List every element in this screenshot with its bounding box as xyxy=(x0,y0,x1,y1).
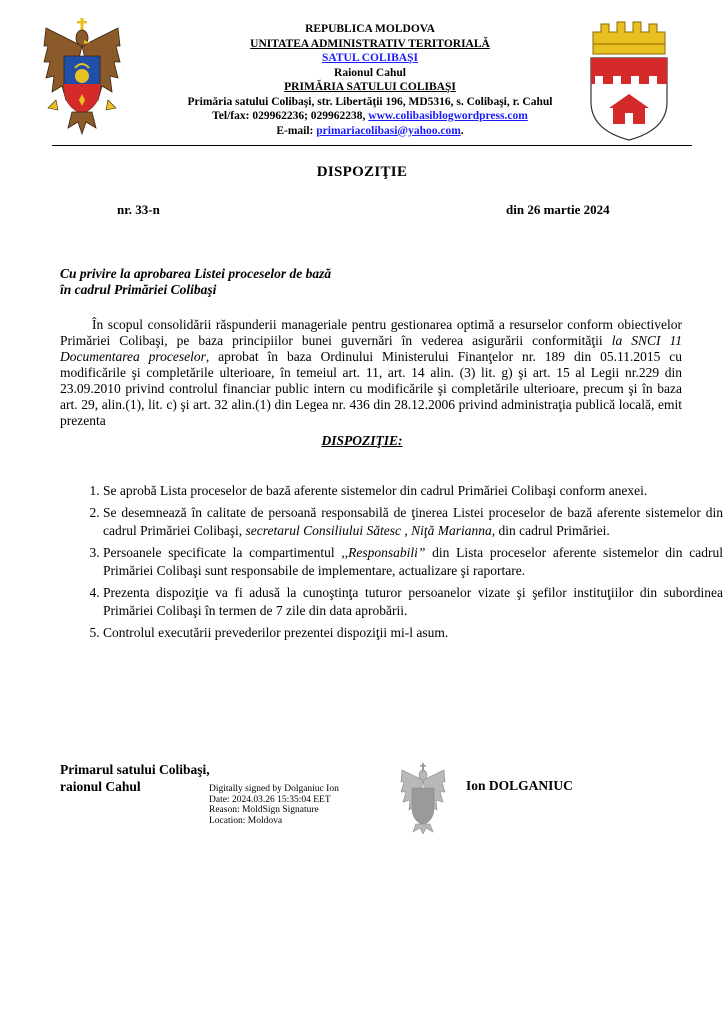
signatory-role-line-2: raionul Cahul xyxy=(60,779,141,794)
subject-line-2: în cadrul Primăriei Colibaşi xyxy=(60,282,217,297)
digital-signature-emblem-icon xyxy=(398,762,448,834)
preamble-text-2: , aprobat în baza Ordinului Ministerului Finanţelor nr. 189 din 05.11.2015 cu modificările şi completările ulterioare, în temeiul art. 11, art. 14 alin. (3) lit. g) şi art. 15 al Legii nr.229 din 23.09.2010 privind controlul financiar public intern cu modificările şi completările ulterioare, precum şi în baza art. 29, alin.(1), lit. c) şi art. 32 alin.(1) din Legea nr. 436 din 28.12.2006 privind administraţia publică locală, emit prezenta xyxy=(60,349,682,428)
document-number: nr. 33-n xyxy=(117,202,160,217)
list-item xyxy=(103,504,723,541)
preamble-italic: la SNCI 11 Documentarea proceselor xyxy=(60,333,682,364)
header-village-link[interactable]: SATUL COLIBAŞI xyxy=(322,52,418,64)
item-3-italic: ,,Responsabili” xyxy=(341,544,426,560)
digital-signature-line: Digitally signed by Dolganiuc Ion xyxy=(209,784,339,794)
document-title: DISPOZIŢIE xyxy=(316,164,408,180)
email-label: E-mail: xyxy=(276,124,317,137)
list-item xyxy=(103,624,723,643)
header-unit: UNITATEA ADMINISTRATIV TERITORIALĂ xyxy=(250,37,490,50)
subject-line-1: Cu privire la aprobarea Listei proceselor de bază xyxy=(60,266,332,281)
telfax-text: Tel/fax: 029962236; 029962238, xyxy=(212,110,369,122)
document-header xyxy=(150,22,590,138)
website-link[interactable]: www.colibasiblogwordpress.com xyxy=(368,110,528,122)
list-item xyxy=(103,482,723,501)
digital-signature-line: Date: 2024.03.26 15:35:04 EET xyxy=(209,794,331,805)
header-divider xyxy=(52,145,692,146)
signatory-name: Ion DOLGANIUC xyxy=(466,778,573,793)
moldova-coat-of-arms-icon xyxy=(42,16,122,138)
document-date: din 26 martie 2024 xyxy=(506,202,610,217)
item-2-text-b: , din cadrul Primăriei. xyxy=(491,523,610,538)
email-link[interactable]: primariacolibasi@yahoo.com xyxy=(316,124,461,137)
document-subject xyxy=(60,266,331,298)
email-suffix: . xyxy=(460,124,464,137)
list-item xyxy=(103,584,723,621)
signatory-role xyxy=(60,761,210,795)
item-4-text: Prezenta dispoziţie va fi adusă la cunoştinţa tuturor persoanelor vizate şi şefilor instituţiilor din subordinea Primăriei Colibaşi în termen de 7 zile din data aprobării. xyxy=(103,584,723,618)
disposition-items xyxy=(62,482,723,645)
digital-signature-text xyxy=(209,784,339,826)
preamble-text-1: În scopul consolidării răspunderii manageriale pentru gestionarea optimă a resurselor conform obiectivelor Primăriei Colibaşi, pe baza principiilor bunei guvernări în vederea asigurării conformităţii xyxy=(60,317,682,348)
header-telfax xyxy=(150,109,590,124)
item-3-text-b: din Lista proceselor aferente sistemelor din cadrul Primăriei Colibaşi sunt responsabile de implementare, actualizare şi raportare. xyxy=(103,544,724,578)
header-email xyxy=(150,124,590,139)
header-address: Primăria satului Colibaşi, str. Libertăţii 196, MD5316, s. Colibaşi, r. Cahul xyxy=(187,95,553,108)
item-2-italic: secretarul Consiliului Sătesc , Niţă Marianna xyxy=(245,523,492,538)
item-2-text-a: Se desemnează în calitate de persoană responsabilă de ţinerea Listei proceselor de bază aferente sistemelor din cadrul Primăriei Colibaşi, xyxy=(103,504,723,538)
list-item xyxy=(103,544,723,581)
signatory-role-line-1: Primarul satului Colibaşi, xyxy=(60,762,210,777)
preamble-paragraph xyxy=(60,317,682,429)
digital-signature-line: Reason: MoldSign Signature xyxy=(209,805,319,815)
header-country: REPUBLICA MOLDOVA xyxy=(305,23,435,35)
colibasi-coat-of-arms-icon xyxy=(585,14,673,144)
header-townhall: PRIMĂRIA SATULUI COLIBAŞI xyxy=(284,81,456,93)
digital-signature-line: Location: Moldova xyxy=(209,815,283,826)
item-1-text: Se aprobă Lista proceselor de bază aferente sistemelor din cadrul Primăriei Colibaşi conform anexei. xyxy=(103,483,648,498)
header-district: Raionul Cahul xyxy=(334,66,406,79)
item-3-text-a: Persoanele specificate la compartimentul xyxy=(103,544,342,560)
item-5-text: Controlul executării prevederilor prezentei dispoziţii mi-l asum. xyxy=(103,624,449,640)
disposition-heading: DISPOZIŢIE: xyxy=(321,433,403,448)
